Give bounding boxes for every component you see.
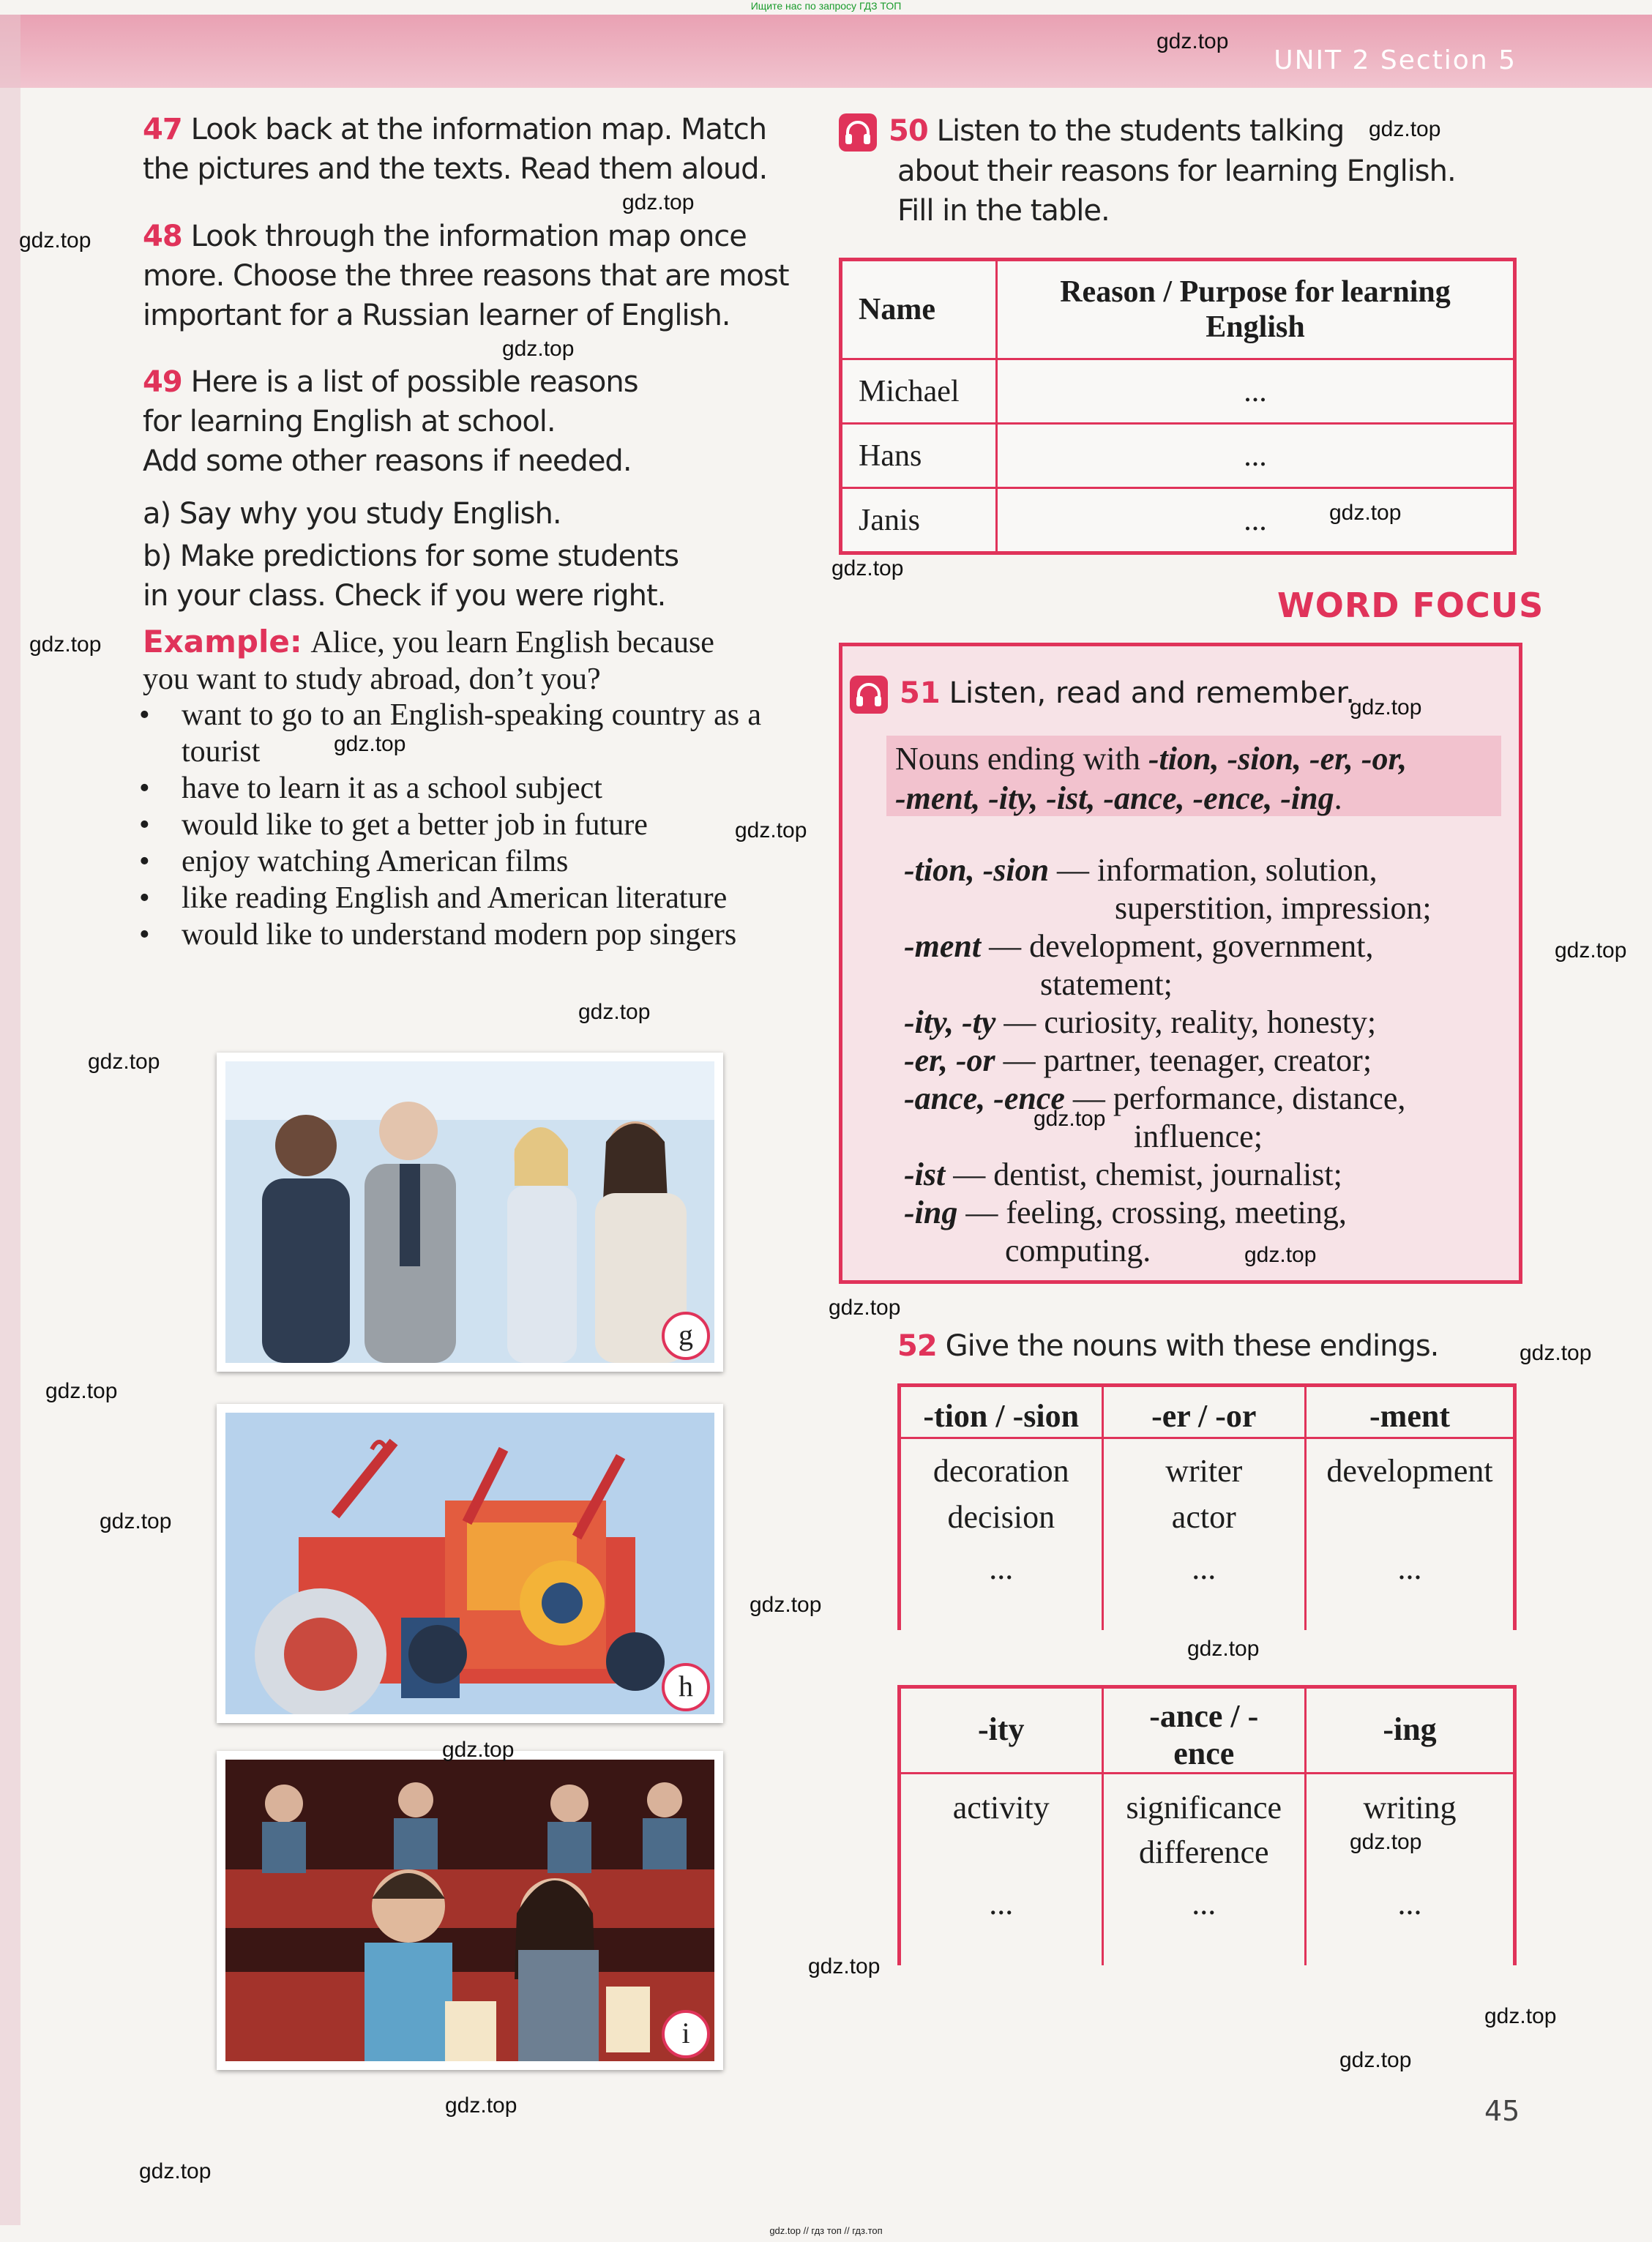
page-number: 45	[1484, 2095, 1520, 2127]
photo-business-people	[217, 1053, 723, 1372]
watermark: gdz.top	[1156, 29, 1229, 53]
headphones-icon	[850, 676, 888, 714]
table-cell-answer[interactable]: ...	[1102, 1885, 1306, 1965]
photo-cinema-audience	[217, 1751, 723, 2070]
task-text: Add some other reasons if needed.	[143, 444, 632, 478]
task-number: 49	[143, 365, 182, 399]
table-header-row	[900, 1386, 1515, 1438]
endings: -tion, -sion	[904, 852, 1050, 888]
table-header-row	[841, 260, 1515, 359]
intro-line	[895, 740, 1407, 778]
table-header: Name	[841, 260, 997, 359]
table-cell: significance	[1102, 1774, 1306, 1834]
table-header: Reason / Purpose for learning English	[997, 260, 1515, 359]
table-cell-answer[interactable]: ...	[900, 1885, 1103, 1965]
watermark: gdz.top	[1520, 1341, 1592, 1365]
watermark: gdz.top	[1350, 695, 1422, 720]
table-header-row	[900, 1687, 1515, 1774]
watermark: gdz.top	[19, 228, 91, 253]
watermark: gdz.top	[100, 1509, 172, 1533]
task-text: Fill in the table.	[897, 194, 1110, 228]
example-text: Alice, you learn English because	[310, 626, 714, 659]
table-cell-name: Hans	[841, 424, 997, 488]
watermark: gdz.top	[1555, 938, 1627, 963]
task-number: 47	[143, 113, 182, 146]
table-header	[1102, 1687, 1306, 1774]
endings: -ing	[904, 1195, 958, 1230]
watermark: gdz.top	[445, 2093, 517, 2118]
task-49	[143, 362, 801, 616]
music-instruments-illustration	[225, 1413, 714, 1714]
watermark: gdz.top	[829, 1296, 901, 1320]
table-row	[841, 488, 1515, 553]
task-part-a: a) Say why you study English.	[143, 497, 561, 531]
examples: — performance, distance,	[1072, 1080, 1406, 1116]
task-51-heading	[850, 676, 1355, 714]
task-51-box	[839, 643, 1522, 1284]
table-row	[900, 1438, 1515, 1498]
example	[143, 624, 761, 698]
table-cell: writing	[1306, 1774, 1515, 1834]
group-ance	[904, 1080, 1405, 1118]
examples: — development, government,	[989, 928, 1374, 964]
task-text: important for a Russian learner of English.	[143, 299, 730, 332]
table-row	[900, 1498, 1515, 1550]
group-ist	[904, 1156, 1342, 1194]
photo-letter-g: g	[662, 1312, 710, 1360]
table-cell-answer[interactable]: ...	[1306, 1885, 1515, 1965]
page-edge	[0, 15, 20, 2225]
task-52-table-1	[897, 1383, 1517, 1630]
photo-letter-i: i	[662, 2010, 710, 2058]
intro-text: Nouns ending with	[895, 741, 1140, 777]
endings: -ment	[904, 928, 982, 964]
watermark: gdz.top	[88, 1050, 160, 1074]
watermark: gdz.top	[1484, 2004, 1557, 2028]
watermark: gdz.top	[1329, 501, 1402, 525]
table-row	[900, 1774, 1515, 1834]
task-text: Here is a list of possible reasons	[190, 365, 638, 399]
list-item: • want to go to an English-speaking country as a tourist	[139, 697, 761, 770]
table-cell: activity	[900, 1774, 1103, 1834]
table-header: -ity	[900, 1687, 1103, 1774]
examples: — dentist, chemist, journalist;	[953, 1157, 1342, 1192]
watermark: gdz.top	[1034, 1107, 1106, 1131]
task-number: 48	[143, 220, 182, 253]
task-text: about their reasons for learning English.	[897, 154, 1456, 188]
table-cell: difference	[1102, 1834, 1306, 1885]
table-cell-name: Michael	[841, 359, 997, 424]
top-banner: Ищите нас по запросу ГДЗ ТОП	[750, 0, 902, 12]
list-item: • would like to understand modern pop singers	[139, 916, 761, 953]
task-48	[143, 217, 801, 335]
table-header: -ing	[1306, 1687, 1515, 1774]
watermark: gdz.top	[502, 337, 575, 361]
list-item: • enjoy watching American films	[139, 843, 761, 880]
table-cell: decoration	[900, 1438, 1103, 1498]
table-row	[900, 1885, 1515, 1965]
examples: — feeling, crossing, meeting,	[965, 1195, 1347, 1230]
task-52-table-2	[897, 1685, 1517, 1965]
table-cell-answer[interactable]: ...	[997, 488, 1515, 553]
watermark: gdz.top	[735, 818, 807, 842]
group-tion	[904, 851, 1378, 889]
watermark: gdz.top	[1350, 1830, 1422, 1854]
watermark: gdz.top	[1339, 2048, 1412, 2072]
watermark: gdz.top	[442, 1738, 515, 1762]
reasons-list	[139, 697, 761, 953]
table-cell	[900, 1834, 1103, 1885]
watermark: gdz.top	[578, 1000, 651, 1024]
task-part-b: in your class. Check if you were right.	[143, 579, 666, 613]
table-cell-name: Janis	[841, 488, 997, 553]
table-cell-answer[interactable]: ...	[1102, 1550, 1306, 1630]
intro-endings: -ment, -ity, -ist, -ance, -ence, -ing	[895, 780, 1334, 816]
intro-line: -ment, -ity, -ist, -ance, -ence, -ing.	[895, 780, 1342, 816]
group-er	[904, 1042, 1372, 1080]
table-header-text: -ance / -ence	[1149, 1698, 1259, 1771]
task-text: Look through the information map once	[190, 220, 747, 253]
list-item: • have to learn it as a school subject	[139, 770, 761, 807]
table-row	[900, 1550, 1515, 1630]
list-item: • like reading English and American literature	[139, 880, 761, 916]
group-ing	[904, 1194, 1347, 1232]
watermark: gdz.top	[139, 2159, 212, 2183]
business-people-illustration	[225, 1061, 714, 1363]
cinema-audience-illustration	[225, 1760, 714, 2061]
watermark: gdz.top	[1369, 117, 1441, 141]
watermark: gdz.top	[750, 1593, 822, 1617]
unit-label: UNIT 2 Section 5	[1274, 45, 1517, 75]
examples: — curiosity, reality, honesty;	[1003, 1004, 1377, 1040]
table-header: -ment	[1306, 1386, 1515, 1438]
table-row	[841, 424, 1515, 488]
bottom-banner: gdz.top // гдз топ // гдз.топ	[769, 2225, 883, 2236]
watermark: gdz.top	[831, 556, 904, 580]
group-ance-cont: influence;	[1134, 1118, 1263, 1154]
table-cell: writer	[1102, 1438, 1306, 1498]
task-text: Look back at the information map. Match	[190, 113, 767, 146]
task-47	[143, 110, 801, 189]
task-text: for learning English at school.	[143, 405, 556, 438]
task-text: Listen, read and remember.	[949, 676, 1355, 710]
headphones-icon	[839, 113, 877, 152]
example-label: Example:	[143, 624, 302, 659]
table-cell: development	[1306, 1438, 1515, 1498]
word-focus-heading: WORD FOCUS	[1277, 586, 1544, 625]
table-cell-answer[interactable]: ...	[997, 359, 1515, 424]
table-header: -er / -or	[1102, 1386, 1306, 1438]
task-number: 51	[900, 676, 941, 710]
examples: — information, solution,	[1057, 852, 1378, 888]
task-52	[897, 1326, 1527, 1366]
list-item: • would like to get a better job in future	[139, 807, 761, 843]
task-text: the pictures and the texts. Read them aloud.	[143, 152, 768, 186]
group-ing-cont: computing.	[1005, 1233, 1151, 1268]
table-cell-answer[interactable]: ...	[1306, 1550, 1515, 1630]
illustration-music	[217, 1404, 723, 1723]
watermark: gdz.top	[1187, 1637, 1260, 1661]
watermark: gdz.top	[45, 1379, 118, 1403]
task-text: more. Choose the three reasons that are most	[143, 259, 789, 293]
table-cell: decision	[900, 1498, 1103, 1550]
endings: -ance, -ence	[904, 1080, 1065, 1116]
task-text: Give the nouns with these endings.	[945, 1329, 1439, 1363]
watermark: gdz.top	[1244, 1243, 1317, 1267]
watermark: gdz.top	[808, 1954, 881, 1978]
photo-letter-h: h	[662, 1663, 710, 1711]
table-cell: actor	[1102, 1498, 1306, 1550]
table-cell-answer[interactable]: ...	[900, 1550, 1103, 1630]
watermark: gdz.top	[29, 632, 102, 657]
endings: -er, -or	[904, 1042, 995, 1078]
task-number: 50	[889, 114, 928, 148]
group-ity	[904, 1004, 1376, 1042]
task-part-b: b) Make predictions for some students	[143, 539, 679, 573]
group-tion-cont: superstition, impression;	[1115, 890, 1432, 926]
intro-endings: -tion, -sion, -er, -or,	[1148, 741, 1408, 777]
watermark: gdz.top	[622, 190, 695, 214]
watermark: gdz.top	[334, 732, 406, 756]
table-cell	[1306, 1498, 1515, 1550]
group-ment-cont: statement;	[1040, 966, 1173, 1002]
examples: — partner, teenager, creator;	[1003, 1042, 1372, 1078]
table-row	[841, 359, 1515, 424]
task-text: Listen to the students talking	[936, 114, 1345, 148]
endings: -ist	[904, 1157, 946, 1192]
task-50-table	[839, 258, 1517, 555]
table-row	[900, 1834, 1515, 1885]
group-ment	[904, 927, 1374, 965]
endings: -ity, -ty	[904, 1004, 996, 1040]
task-number: 52	[897, 1329, 937, 1363]
table-cell-answer[interactable]: ...	[997, 424, 1515, 488]
table-header: -tion / -sion	[900, 1386, 1103, 1438]
example-text: you want to study abroad, don’t you?	[143, 662, 601, 696]
